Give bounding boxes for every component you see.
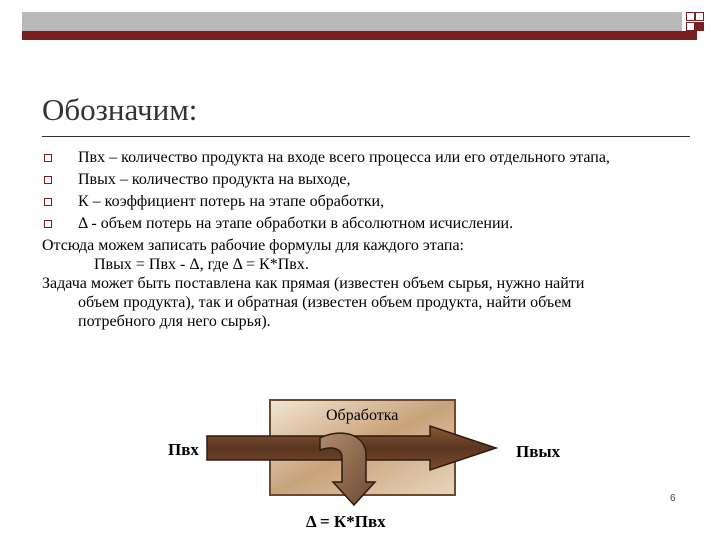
bullet-text: Пвых – количество продукта на выходе, xyxy=(78,171,351,188)
bullet-text: Δ - объем потерь на этапе обработки в абсолютном исчислении. xyxy=(78,215,514,232)
bullet-text: К – коэффициент потерь на этапе обработки, xyxy=(78,193,385,210)
paragraph-task-line1: Задача может быть поставлена как прямая (известен объем сырья, нужно найти xyxy=(42,275,585,292)
paragraph-formulas-intro: Отсюда можем записать рабочие формулы для каждого этапа: xyxy=(42,237,464,254)
slide-title: Обозначим: xyxy=(42,92,198,127)
bullet-text: Пвх – количество продукта на входе всего процесса или его отдельного этапа, xyxy=(78,149,610,166)
output-label: Пвых xyxy=(516,442,561,461)
input-label: Пвх xyxy=(168,440,199,459)
formula-line: Пвых = Пвх - Δ, где Δ = К*Пвх. xyxy=(94,256,309,273)
page-number: 6 xyxy=(670,493,676,504)
paragraph-task-line3: потребного для него сырья). xyxy=(78,313,271,330)
paragraph-task-line2: объем продукта), так и обратная (известен объем продукта, найти объем xyxy=(78,294,572,311)
loss-label: Δ = К*Пвх xyxy=(306,512,386,531)
processing-label: Обработка xyxy=(326,407,399,424)
